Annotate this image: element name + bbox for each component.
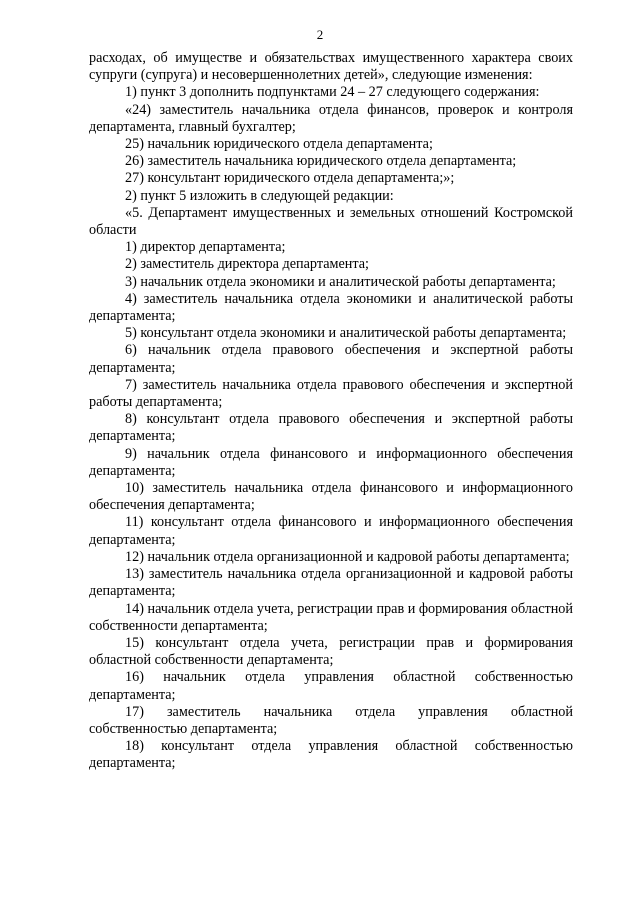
- intro-line-2: супруги (супруга) и несовершеннолетних детей», следующие изменения:: [89, 67, 533, 84]
- amendment-item-1: 1) пункт 3 дополнить подпунктами 24 – 27 следующего содержания:: [125, 84, 540, 101]
- amendment-item-2: 2) пункт 5 изложить в следующей редакции:: [125, 187, 394, 204]
- position-item-16: 16) начальник отдела управления областной собственностью департамента;: [89, 669, 573, 703]
- position-item-13: 13) заместитель начальника отдела организационной и кадровой работы департамента;: [89, 566, 573, 600]
- position-item-4: 4) заместитель начальника отдела экономики и аналитической работы департамента;: [89, 290, 573, 325]
- position-item-1: 1) директор департамента;: [125, 239, 286, 256]
- position-item-18: 18) консультант отдела управления областной собственностью департамента;: [89, 738, 573, 772]
- subitem-25: 25) начальник юридического отдела департамента;: [125, 136, 433, 153]
- position-item-11: 11) консультант отдела финансового и информационного обеспечения департамента;: [89, 514, 573, 548]
- position-item-5: 5) консультант отдела экономики и аналитической работы департамента;: [125, 325, 567, 342]
- subitem-26: 26) заместитель начальника юридического отдела департамента;: [125, 153, 517, 170]
- document-body: [89, 50, 573, 773]
- position-item-8: 8) консультант отдела правового обеспечения и экспертной работы департамента;: [89, 411, 573, 445]
- section-5-heading: «5. Департамент имущественных и земельных отношений Костромской области: [89, 204, 573, 239]
- position-item-9: 9) начальник отдела финансового и информационного обеспечения департамента;: [89, 445, 573, 479]
- position-item-12: 12) начальник отдела организационной и кадровой работы департамента;: [125, 548, 570, 565]
- position-item-15: 15) консультант отдела учета, регистрации прав и формирования областной собственности департамента;: [89, 634, 573, 669]
- position-item-14: 14) начальник отдела учета, регистрации прав и формирования областной собственности департамента;: [89, 600, 573, 634]
- position-item-3: 3) начальник отдела экономики и аналитической работы департамента;: [125, 273, 556, 290]
- intro-line-1: расходах, об имуществе и обязательствах имущественного характера своих: [89, 50, 573, 66]
- position-item-2: 2) заместитель директора департамента;: [125, 256, 369, 273]
- page-number: 2: [316, 27, 324, 42]
- position-item-17: 17) заместитель начальника отдела управления областной собственностью департамента;: [89, 703, 573, 737]
- position-item-7: 7) заместитель начальника отдела правового обеспечения и экспертной работы департамента;: [89, 376, 573, 411]
- subitem-24: «24) заместитель начальника отдела финансов, проверок и контроля департамента, главный бухгалтер;: [89, 101, 573, 135]
- subitem-27: 27) консультант юридического отдела департамента;»;: [125, 170, 455, 187]
- position-item-6: 6) начальник отдела правового обеспечения и экспертной работы департамента;: [89, 342, 573, 376]
- position-item-10: 10) заместитель начальника отдела финансового и информационного обеспечения департамента;: [89, 480, 573, 514]
